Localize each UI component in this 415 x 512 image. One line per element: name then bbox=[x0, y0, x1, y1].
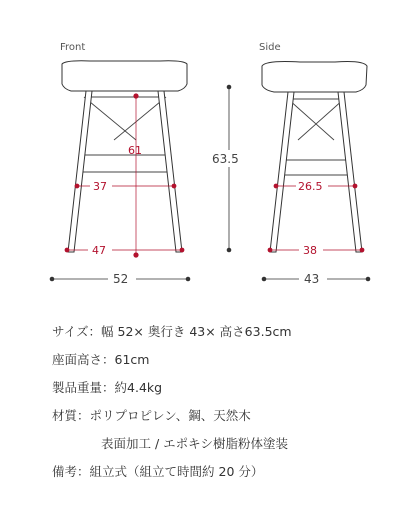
front-upper-rail-label: 37 bbox=[93, 180, 107, 193]
front-upper-rail-dim bbox=[75, 178, 177, 193]
spec-row-finish bbox=[52, 430, 402, 458]
front-legs bbox=[68, 91, 182, 252]
spec-label: サイズ bbox=[52, 324, 89, 339]
side-depth-label: 43 bbox=[304, 272, 320, 286]
side-seat bbox=[262, 62, 367, 93]
side-depth-dim bbox=[262, 271, 371, 286]
spec-separator: ： bbox=[102, 352, 115, 367]
total-height-label: 63.5 bbox=[212, 152, 239, 166]
side-upper-rail-label: 26.5 bbox=[298, 180, 323, 193]
spec-label: 材質 bbox=[52, 408, 78, 423]
side-view bbox=[259, 42, 370, 286]
front-steel-braces bbox=[82, 97, 168, 172]
spec-row-size bbox=[52, 318, 402, 346]
spec-value: 幅 52× 奥行き 43× 高さ63.5cm bbox=[101, 324, 292, 339]
side-upper-rail-dim bbox=[274, 178, 358, 193]
spec-value: 組立式（組立て時間約 20 分） bbox=[89, 464, 264, 479]
spec-label: 備考 bbox=[52, 464, 78, 479]
front-view-label: Front bbox=[60, 42, 86, 53]
spec-list bbox=[52, 318, 402, 486]
front-seat bbox=[62, 61, 187, 91]
spec-separator: ： bbox=[77, 408, 90, 423]
front-foot-span-dim bbox=[65, 242, 185, 257]
front-width-dim bbox=[50, 271, 191, 286]
spec-value: 表面加工 / エポキシ樹脂粉体塗装 bbox=[101, 436, 289, 451]
spec-row-notes bbox=[52, 458, 402, 486]
spec-separator: ： bbox=[102, 380, 115, 395]
spec-row-weight bbox=[52, 374, 402, 402]
spec-value: 約4.4kg bbox=[114, 380, 163, 395]
front-foot-span-label: 47 bbox=[92, 244, 106, 257]
side-view-label: Side bbox=[259, 42, 281, 53]
spec-row-material bbox=[52, 402, 402, 430]
side-foot-span-label: 38 bbox=[303, 244, 317, 257]
side-foot-span-dim bbox=[268, 242, 365, 257]
front-view bbox=[50, 42, 191, 286]
spec-label: 製品重量 bbox=[52, 380, 103, 395]
spec-separator: ： bbox=[77, 464, 90, 479]
front-width-label: 52 bbox=[113, 272, 129, 286]
total-height-dim bbox=[210, 85, 248, 253]
spec-value: ポリプロピレン、鋼、天然木 bbox=[89, 408, 251, 423]
spec-separator: ： bbox=[88, 324, 102, 339]
side-legs bbox=[270, 92, 362, 252]
spec-value: 61cm bbox=[114, 352, 150, 367]
spec-row-seat-height bbox=[52, 346, 402, 374]
front-seat-height-label: 61 bbox=[128, 144, 142, 157]
spec-label: 座面高さ bbox=[52, 352, 103, 367]
